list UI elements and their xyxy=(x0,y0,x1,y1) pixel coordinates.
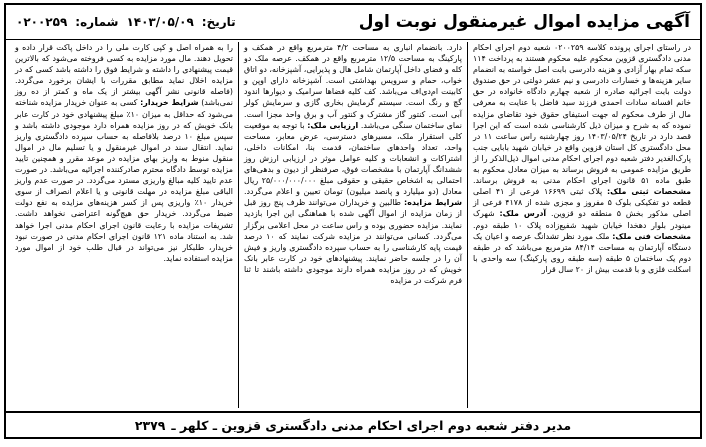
technical-label: مشخصات فنی ملک: xyxy=(612,231,691,241)
date-label: تاریخ: xyxy=(201,15,236,29)
footer-number: ۲۳۷۹ xyxy=(134,417,166,433)
auction-conditions-text: طالبین و خریداران می‌توانند ظرف پنج روز قبل از زمان مزایده از اموال آگهی شده با هماهنگی این اجرا بازدید نمایند. مزایده حضوری بوده و راس ساعت در محل اعلامی برگزار می‌گردد. کسانی می‌توانند در مزایده شرکت نمایند که ۱۰ درصد قیمت پایه کارشناسی را به حساب سپرده دادگستری واریز و فیش آن را در جلسه حاضر نمایند. پیشنهادهای خود در کارت عابر بانک خویش که در روز مزایده همراه دارند موجودی داشته باشند تا ثنا فرم شرکت در مزایده xyxy=(244,198,462,285)
submission-text: را به همراه اصل و کپی کارت ملی را در داخل پاکت قرار داده و تحویل دهند. مال مورد مزایده به کسی فروخته می‌شود که بالاترین قیمت پیشنهادی را داشته و شرایط فوق را داشته باشد کسی که در مزایده اخلال نماید مطابق مقررات با ایشان برخورد می‌گردد. (فاصله قانونی نشر آگهی بیشتر از یک ماه و کمتر از ده روز نمی‌باشد) xyxy=(15,43,233,108)
notice-body xyxy=(6,40,700,410)
address-label: آدرس ملک: xyxy=(499,209,547,219)
notice-footer xyxy=(6,411,700,437)
closing-text: در صورت عدم واریز الباقی مبلغ مزایده در مهلت قانونی و یا اعلام انصراف از سوی خریدار ۱۰٪ واریزی پس از کسر هزینه‌های مزایده به نفع دولت ضبط می‌گردد. خریدار حق هیچ‌گونه اعتراضی نخواهد داشت. تشریفات مزایده با رعایت قانون اجرای احکام مدنی اجرا خواهد شد. به استناد ماده ۱۲۱ قانون اجرای احکام مدنی در صورت نبود خریدار، طلبکار نیز می‌تواند در قبال طلب خود از اموال مورد مزایده استفاده نماید. xyxy=(15,176,233,263)
address-text: شهرک مینودر بلوار دهخدا خیابان شهید شفیع‌زاده پلاک ۱۰ طبقه دوم. xyxy=(473,209,691,230)
auction-notice xyxy=(4,3,702,439)
valuation-text: با توجه به موقعیت کلی استقرار ملک، مسیرهای دسترسی، عرض معابر، مساحت واحد، تعداد واحدهای ساختمان، قدمت بنا، امکانات داخلی، اشتراکات و انشعابات و کلیه عوامل موثر در ارزیابی ارزش روز ششدانگ آپارتمان با مشخصات فوق، صرفنظر از دیون و بدهی‌های احتمالی به اشخاص حقیقی و حقوقی مبلغ ۲۵/۰۰۰/۰۰۰/۰۰۰ ریال معادل (دو میلیارد و پانصد میلیون) تومان تعیین و اعلام می‌گردد. xyxy=(244,120,462,197)
column-left xyxy=(10,42,239,408)
buyer-conditions-text: کسی به عنوان خریدار مزایده شناخته می‌شود که حداقل به میزان ۱۰٪ مبلغ پیشنهادی خود در کارت عابر بانک خویش که در روز مزایده همراه دارد موجودی داشته باشد و سپس مبلغ ۱۰ درصد بلافاصله به حساب سپرده دادگستری واریز نماید. انتقال سند در اموال غیرمنقول و یا تسلیم مال در اموال منقول منوط به واریز بهای مزایده در موعد مقرر و همچنین تایید مزایده توسط دادگاه محترم صادرکننده اجرائیه می‌باشد. در صورت عدم تایید کلیه مبالغ واریزی مسترد می‌گردد. xyxy=(15,98,233,186)
notice-header xyxy=(6,5,700,40)
number-label: شماره: xyxy=(75,15,119,29)
property-description: دارد. بانضمام انباری به مساحت ۴/۲ مترمربع واقع در همکف و پارکینگ به مساحت ۱۲/۵ مترمربع واقع در همکف. عرصه ملک دو کله و فضای داخل آپارتمان شامل هال و پذیرایی، آشپزخانه، دو اتاق خواب، حمام و سرویس بهداشتی است. آشپزخانه دارای اوپن و کابینت ام‌دی‌اف می‌باشد. کف کلیه فضاها سرامیک و دیوارها اندود گچ و رنگ است. سیستم گرمایش بخاری گازی و سرمایش کولر آبی است. کنتور گاز مشترک و کنتور آب و برق واحد مجزا است. نمای ساختمان سنگی می‌باشد. xyxy=(244,43,463,130)
technical-text: ملک مورد نظر تشدانگ عرصه و اعیان یک دستگاه آپارتمان به مساحت ۸۴/۱۴ مترمربع می‌باشد که در طبقه دوم یک ساختمان ۵ طبقه (سه طبقه روی پارکینگ) سه واحدی با اسکلت فلزی و با قدمت بیش از ۲۰ سال قرار xyxy=(473,231,692,274)
auction-conditions-label: شرایط مزایده: xyxy=(404,198,462,208)
notice-meta xyxy=(16,15,236,29)
column-right xyxy=(468,42,696,408)
registration-text: پلاک ثبتی ۱۶۶۹۹ فرعی از ۴۱ اصلی قطعه دو تفکیکی بلوک ۵ مفروز و مجزی شده از ۴۱۷۸ فرعی از اصلی مذکور بخش ۵ منطقه دو قزوین. xyxy=(473,187,692,219)
registration-label: مشخصات ثبتی ملک: xyxy=(607,187,691,197)
signature-line: مدیر دفتر شعبه دوم اجرای احکام مدنی دادگستری قزوین ـ کلهر ـ xyxy=(171,417,572,433)
date-value: ۱۴۰۳/۰۵/۰۹ xyxy=(126,15,194,29)
number-value: ۰۲۰۰۲۵۹ xyxy=(16,15,68,29)
intro-text: در راستای اجرای پرونده کلاسه ۰۲۰۰۲۵۹ شعبه دوم اجرای احکام مدنی دادگستری قزوین محکوم علیه محکوم هستند به پرداخت ۱۱۴ سکه تمام بهار آزادی و هزینه دادرسی بابت اصل خواسته به انضمام سایر هزینه‌ها و خسارات دادرسی و نیم عشر دولتی در حق صندوق دولت بابت اجرائیه صادره از شعبه چهارم دادگاه خانواده در حق خانم افسانه سادات احمدی فرزند سید فاضل با عنایت به معرفی مال از طرف محکوم له جهت استیفای حقوق خود تقاضای مزایده نموده که به شرح و میزان ذیل کارشناسی شده است که این اجرا قصد دارد در تاریخ ۱۴۰۳/۰۵/۲۴ روز چهارشنبه راس ساعت ۱۱ در محل دادگستری کل استان قزوین واقع در خیابان شهید بابایی جنب پارک‌الغدیر دفتر شعبه دوم اجرای احکام مدنی اموال ذیل‌الذکر را از طریق مزایده عمومی به فروش برساند به میزان معادل محکوم به طبق ماده ۵۱ قانون اجرای احکام مدنی به فروش برساند. xyxy=(473,43,691,186)
notice-title: آگهی مزایده اموال غیرمنقول نوبت اول xyxy=(358,12,690,32)
valuation-label: ارزیابی ملک: xyxy=(307,120,359,130)
buyer-conditions-label: شرایط خریدار: xyxy=(140,98,199,108)
column-middle xyxy=(239,42,468,408)
